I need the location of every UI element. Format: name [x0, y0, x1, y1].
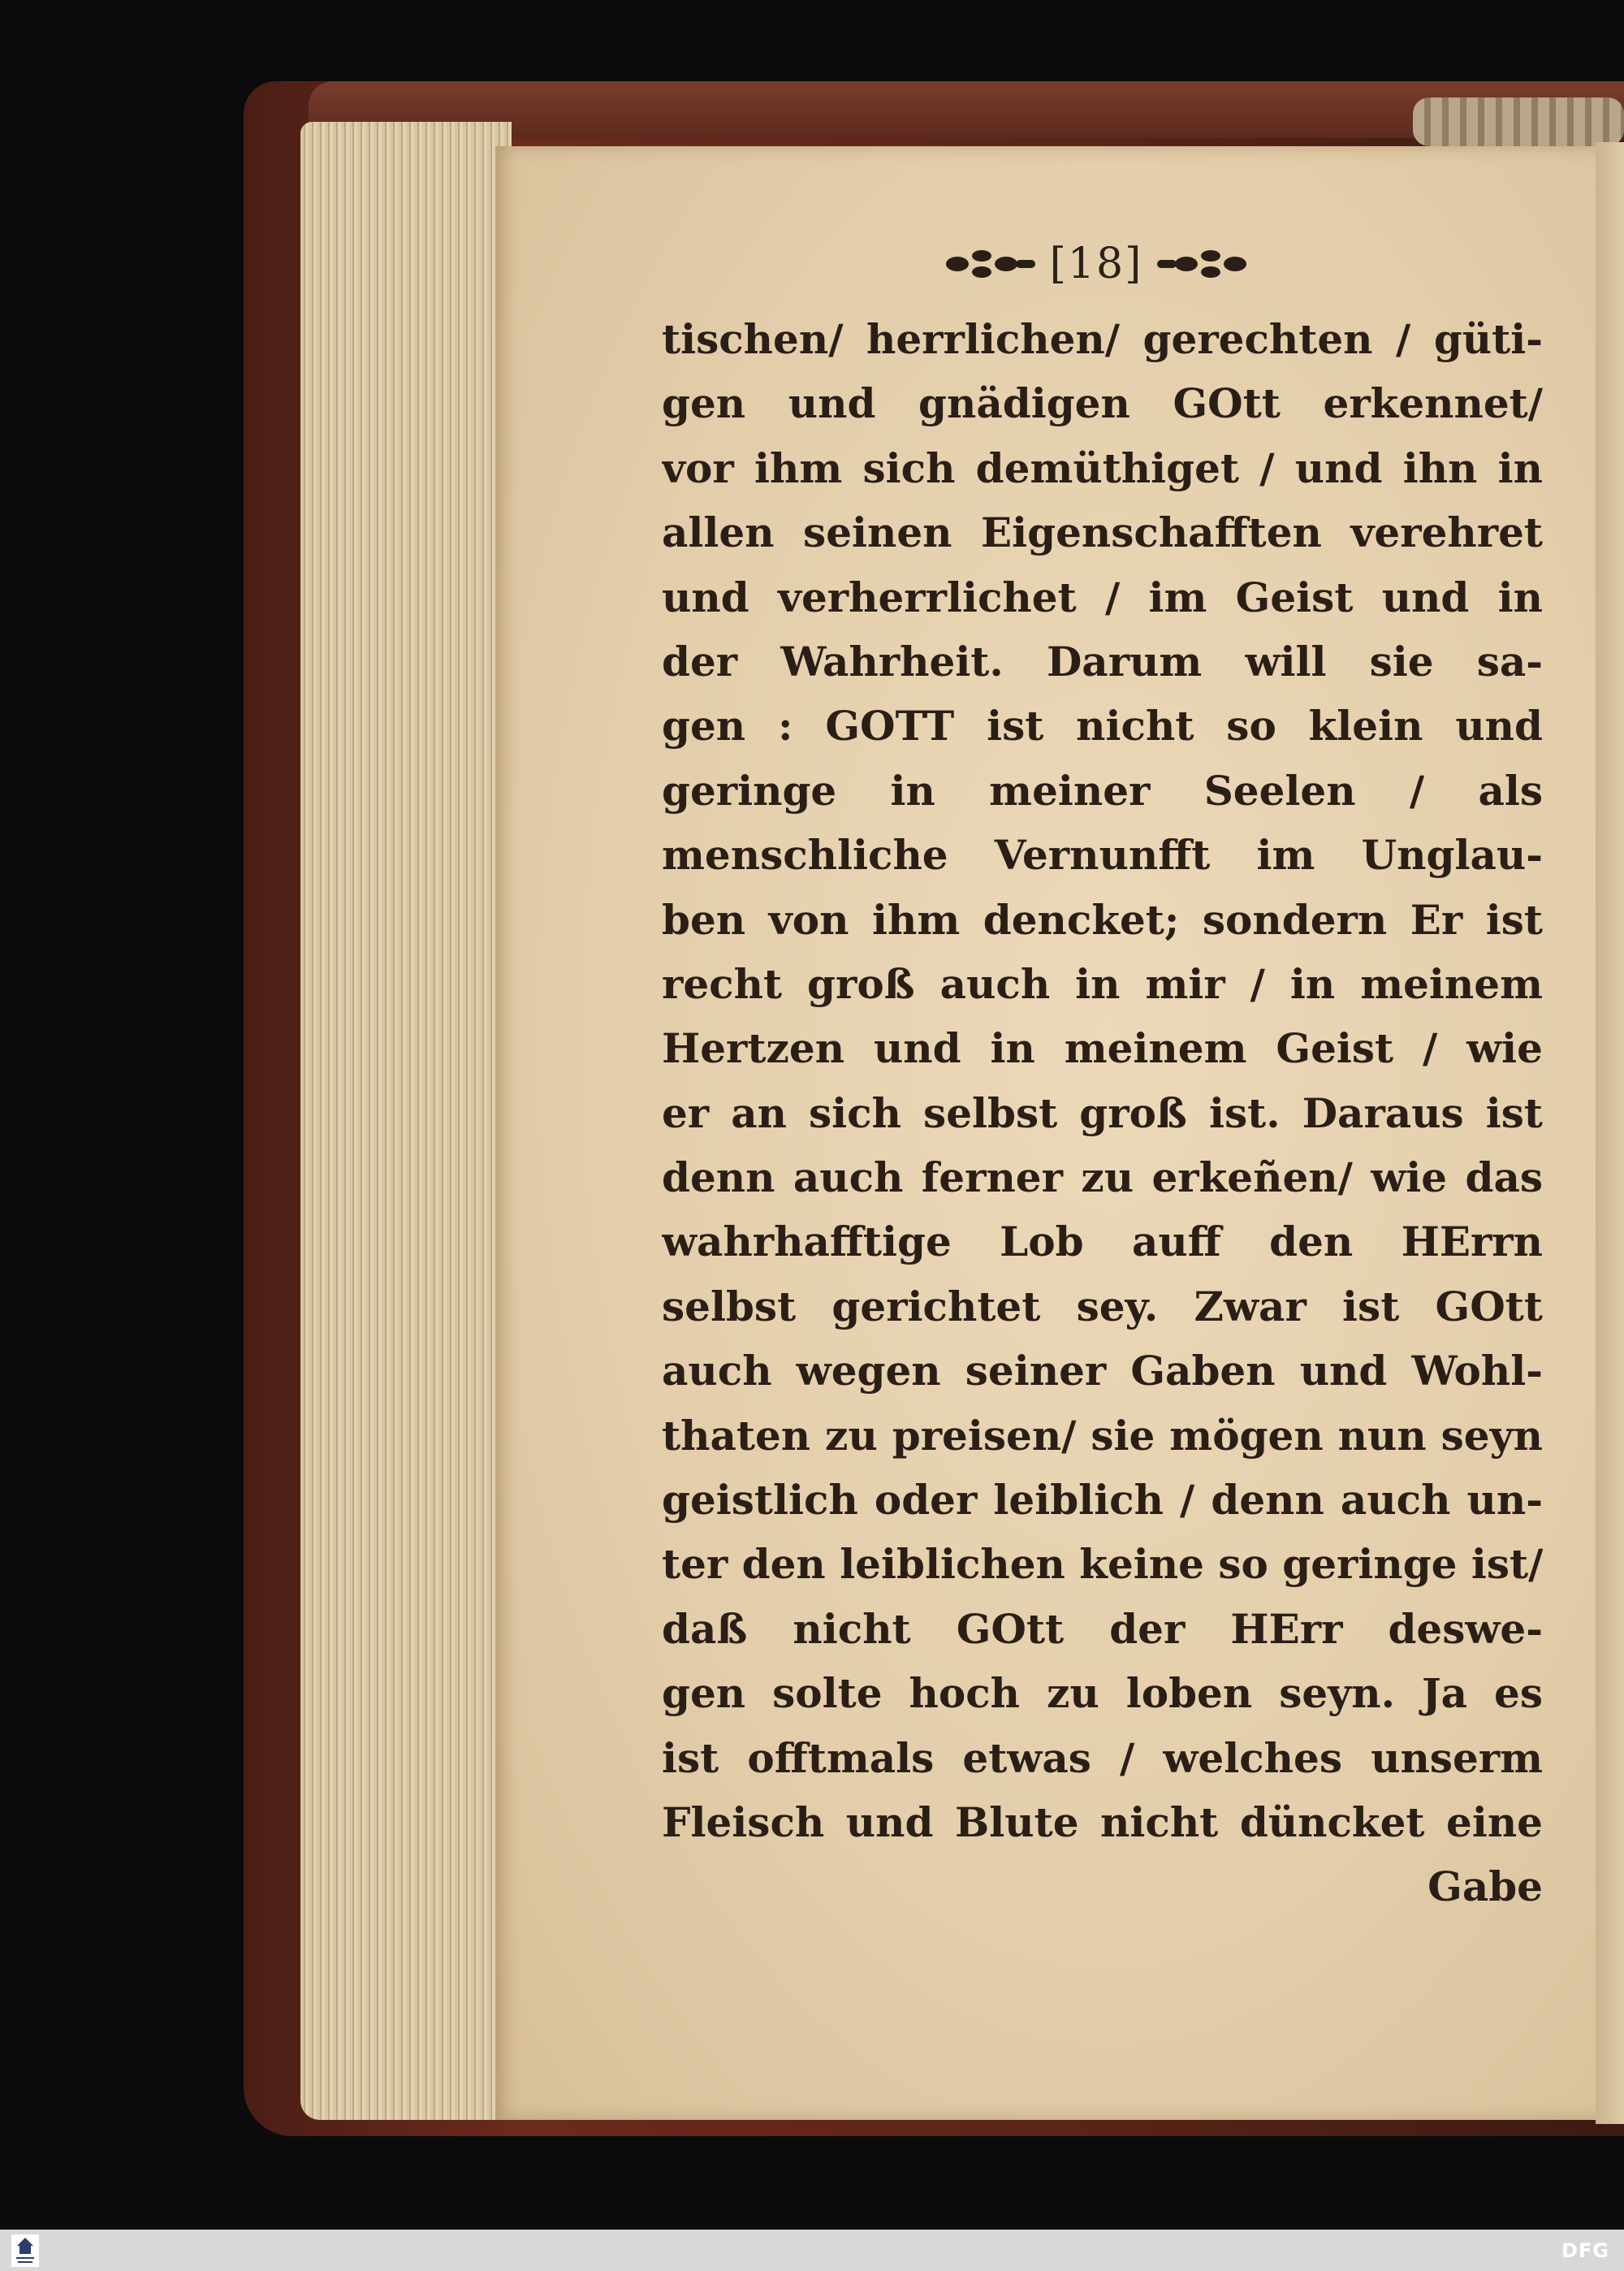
text-line: geistlich oder leiblich / denn auch un- — [662, 1476, 1543, 1525]
text-line: ist offtmals etwas / welches unserm — [662, 1733, 1543, 1782]
text-line: recht groß auch in mir / in meinem — [662, 959, 1543, 1008]
text-line: ben von ihm dencket; sondern Er ist — [662, 895, 1543, 944]
text-line: allen seinen Eigenschafften verehret — [662, 508, 1543, 557]
text-line: denn auch ferner zu erkeñen/ wie das — [662, 1153, 1543, 1202]
text-line: gen solte hoch zu loben seyn. Ja es — [662, 1669, 1543, 1718]
text-line: tischen/ herrlichen/ gerechten / güti- — [662, 315, 1543, 363]
facing-page-edge — [1596, 142, 1624, 2124]
clasp-strap — [1413, 97, 1624, 146]
body-text — [662, 307, 1543, 1919]
text-line: ter den leiblichen keine so geringe ist/ — [662, 1540, 1543, 1589]
text-line: thaten zu preisen/ sie mögen nun seyn — [662, 1411, 1543, 1460]
page-header — [926, 231, 1267, 296]
text-line: der Wahrheit. Darum will sie sa- — [662, 637, 1543, 686]
text-line: gen und gnädigen GOtt erkennet/ — [662, 379, 1543, 428]
text-line: vor ihm sich demüthiget / und ihn in — [662, 443, 1543, 492]
page-number: [18] — [1049, 240, 1143, 288]
text-line: daß nicht GOtt der HErr deswe- — [662, 1604, 1543, 1653]
text-line: gen : GOTT ist nicht so klein und — [662, 702, 1543, 751]
ornament-left-icon — [941, 244, 1039, 284]
footer-bar — [0, 2230, 1624, 2271]
text-line: auch wegen seiner Gaben und Wohl- — [662, 1347, 1543, 1395]
text-line: wahrhafftige Lob auff den HErrn — [662, 1218, 1543, 1266]
text-line: er an sich selbst groß ist. Daraus ist — [662, 1088, 1543, 1137]
catchword: Gabe — [1427, 1862, 1543, 1911]
text-line: Hertzen und in meinem Geist / wie — [662, 1024, 1543, 1073]
text-line: menschliche Vernunfft im Unglau- — [662, 831, 1543, 880]
text-line: und verherrlichet / im Geist und in — [662, 573, 1543, 621]
text-line: geringe in meiner Seelen / als — [662, 766, 1543, 815]
institution-seal-icon — [11, 2234, 39, 2267]
ornament-right-icon — [1154, 244, 1251, 284]
dfg-logo: DFG — [1561, 2239, 1609, 2262]
page-edges — [300, 122, 512, 2120]
text-line: selbst gerichtet sey. Zwar ist GOtt — [662, 1282, 1543, 1330]
text-line: Fleisch und Blute nicht düncket eine — [662, 1797, 1543, 1846]
